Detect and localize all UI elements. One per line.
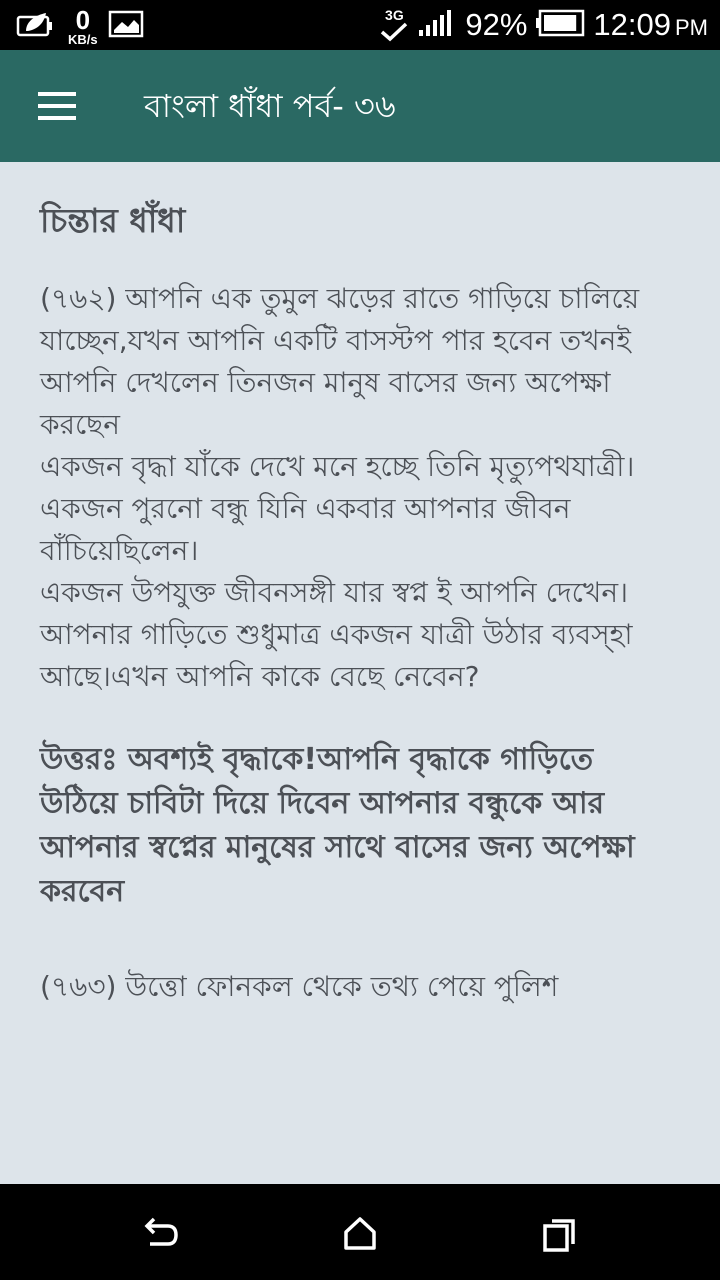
speed-unit: KB/s (68, 31, 98, 47)
navigation-bar (0, 1184, 720, 1280)
clock-ampm: PM (675, 15, 708, 40)
clock (593, 7, 708, 43)
battery-percent: 92% (465, 7, 528, 42)
page-title: বাংলা ধাঁধা পর্ব- ৩৬ (144, 87, 396, 125)
menu-bar-middle (38, 104, 76, 108)
leaf-battery-saver-icon (16, 9, 58, 43)
question-line: আপনার গাড়িতে শুধুমাত্র একজন যাত্রী উঠার ব্যবস্হা আছে।এখন আপনি কাকে বেছে নেবেন? (40, 618, 633, 693)
home-icon[interactable] (328, 1202, 392, 1266)
battery-icon (535, 9, 585, 41)
image-notification-icon (108, 10, 144, 42)
recent-apps-icon[interactable] (528, 1202, 592, 1266)
network-3g-check-icon (379, 8, 409, 42)
question-line: একজন বৃদ্ধা যাঁকে দেখে মনে হচ্ছে তিনি মৃত্যুপথযাত্রী। (40, 450, 635, 483)
speed-value: 0 (75, 4, 91, 35)
next-question-partial: (৭৬৩) উত্তো ফোনকল থেকে তথ্য পেয়ে পুলিশ (40, 970, 559, 1003)
question-line: একজন উপযুক্ত জীবনসঙ্গী যার স্বপ্ন ই আপনি দেখেন। (40, 576, 629, 609)
network-type: 3G (385, 7, 404, 23)
network-speed (68, 4, 98, 47)
question-line: একজন পুরনো বন্ধু যিনি একবার আপনার জীবন বাঁচিয়েছিলেন। (40, 492, 571, 567)
status-right (379, 0, 708, 50)
back-icon[interactable] (128, 1202, 192, 1266)
answer-text: উত্তরঃ অবশ্যই বৃদ্ধাকে!আপনি বৃদ্ধাকে গাড়িতে উঠিয়ে চাবিটা দিয়ে দিবেন আপনার বন্ধুকে আর আপনার স্বপ্নের মানুষের সাথে বাসের জন্য অপেক্ষা করবেন (40, 742, 635, 909)
question-line: (৭৬২) আপনি এক তুমুল ঝড়ের রাতে গাড়িয়ে চালিয়ে যাচ্ছেন,যখন আপনি একটি বাসস্টপ পার হবেন তখনই আপনি দেখলেন তিনজন মানুষ বাসের জন্য অপেক্ষা করছেন (40, 282, 640, 441)
signal-strength-icon (417, 8, 457, 42)
menu-bar-top (38, 92, 76, 96)
hamburger-menu-icon[interactable] (24, 80, 88, 132)
riddle-content[interactable] (0, 162, 720, 1084)
menu-bar-bottom (38, 116, 76, 120)
section-title: চিন্তার ধাঁধা (40, 201, 186, 240)
clock-time: 12:09 (593, 7, 671, 42)
status-bar (0, 0, 720, 50)
status-left (16, 4, 144, 48)
app-bar (0, 50, 720, 162)
